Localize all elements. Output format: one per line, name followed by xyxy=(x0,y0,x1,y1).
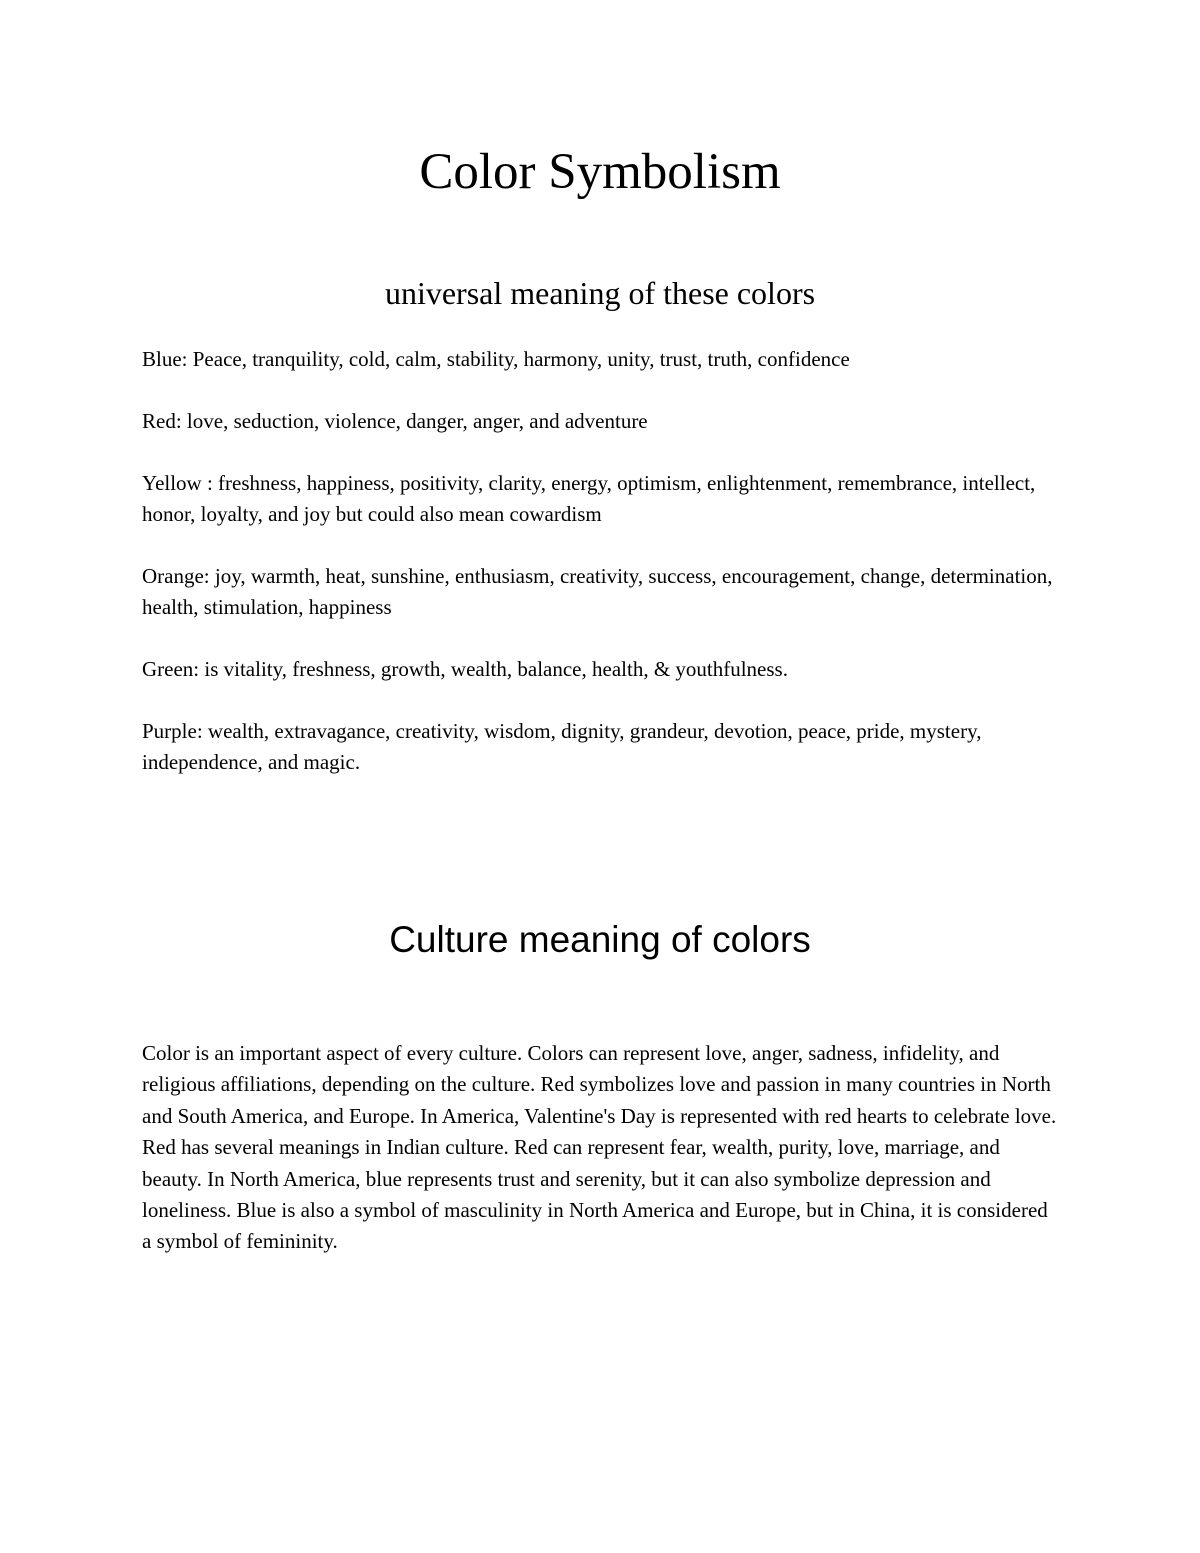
entry-red: Red: love, seduction, violence, danger, anger, and adventure xyxy=(142,409,648,433)
entry-orange: Orange: joy, warmth, heat, sunshine, enthusiasm, creativity, success, encouragement, change, determination, health, stimulation, happiness xyxy=(142,564,1053,619)
color-meaning-list xyxy=(142,344,1062,809)
document-subtitle: universal meaning of these colors xyxy=(384,275,816,311)
entry-blue: Blue: Peace, tranquility, cold, calm, stability, harmony, unity, trust, truth, confidence xyxy=(142,347,850,371)
section-heading-culture: Culture meaning of colors xyxy=(389,919,811,960)
entry-yellow: Yellow : freshness, happiness, positivity, clarity, energy, optimism, enlightenment, remembrance, intellect, honor, loyalty, and joy but could also mean cowardism xyxy=(142,471,1036,526)
entry-purple: Purple: wealth, extravagance, creativity, wisdom, dignity, grandeur, devotion, peace, pride, mystery, independence, and magic. xyxy=(142,719,982,774)
entry-green: Green: is vitality, freshness, growth, wealth, balance, health, & youthfulness. xyxy=(142,657,788,681)
section-body-culture: Color is an important aspect of every culture. Colors can represent love, anger, sadness, infidelity, and religious affiliations, depending on the culture. Red symbolizes love and passion in many countries in North and South America, and Europe. In America, Valentine's Day is represented with red hearts to celebrate love. Red has several meanings in Indian culture. Red can represent fear, wealth, purity, love, marriage, and beauty. In North America, blue represents trust and serenity, but it can also symbolize depression and loneliness. Blue is also a symbol of masculinity in North America and Europe, but in China, it is considered a symbol of femininity. xyxy=(142,1041,1057,1254)
document-title: Color Symbolism xyxy=(419,144,781,200)
